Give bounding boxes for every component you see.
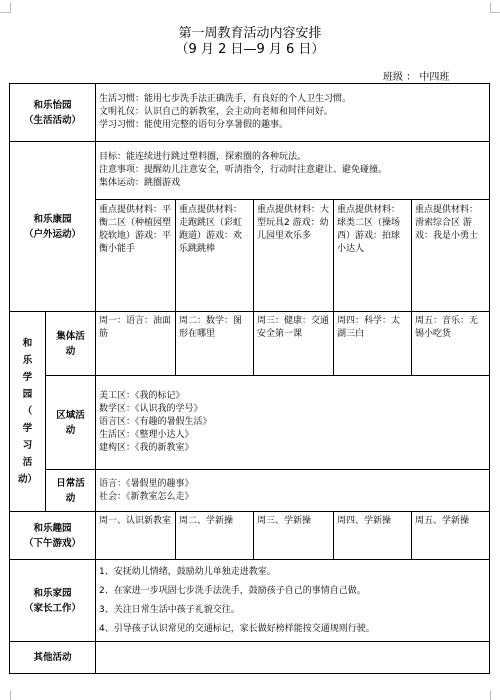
- label-jiti: 集体活动: [46, 312, 96, 376]
- quyu-content: 美工区：《我的标记》 数学区：《认识我的学号》 语言区：《有趣的暑假生活》 生活区：《整理小达人》 建构区：《我的新教室》: [96, 376, 490, 470]
- crop-mark-top-right: [490, 2, 500, 13]
- row-jiayuan: [10, 560, 490, 642]
- kangyuan-cell: 重点提供材料：球类二区（操场西）游戏：拍球小达人: [334, 200, 412, 312]
- richang-content: 语言：《暑假里的趣事》 社会：《新教室怎么走》: [96, 470, 490, 512]
- kangyuan-cell: 重点提供材料：滑索综合区 游戏：我是小勇士: [412, 200, 490, 312]
- kangyuan-goals: 目标：能连续进行跳过塑料圈，探索圈的各种玩法。 注意事项：提醒幼儿注意安全，听清指令，行动时注意避让、避免碰撞。 集体运动：跳圈游戏: [96, 142, 490, 200]
- label-richang: 日常活动: [46, 470, 96, 512]
- jiayuan-content: 1、安抚幼儿情绪，鼓励幼儿单独走进教室。 2、在家进一步巩固七步洗手法洗手，鼓励孩子自己的事情自己做。 3、关注日常生活中孩子礼貌交往。 4、引导孩子认识常见的交通标记，家长做好榜样能按交通规则行驶。: [96, 560, 490, 642]
- page-subtitle: （9 月 2 日—9 月 6 日）: [175, 42, 325, 57]
- quyuan-cell: 周三、学新操: [254, 512, 334, 560]
- crop-mark-bottom-right: [490, 690, 500, 700]
- quyuan-cell: 周四、学新操: [334, 512, 412, 560]
- quyuan-cell: 周五、学新操: [412, 512, 490, 560]
- jiti-cell: 周一：语言：油面筋: [96, 312, 176, 376]
- section-label-jiayuan: 和乐家园 （家长工作）: [10, 560, 96, 642]
- page-title: 第一周教育活动内容安排: [178, 26, 322, 41]
- quyuan-cell: 周一、认识新教室: [96, 512, 176, 560]
- class-label: 班级 ： 中四班: [383, 72, 450, 83]
- row-xueyuan-quyu: [10, 376, 490, 470]
- row-xueyuan-jiti: [10, 312, 490, 376]
- row-quyuan: [10, 512, 490, 560]
- jiti-cell: 周三：健康：交通安全第一课: [254, 312, 334, 376]
- schedule-table: [9, 83, 490, 674]
- row-xueyuan-richang: [10, 470, 490, 512]
- section-label-kangyuan: 和乐康园 （户外运动）: [10, 142, 96, 312]
- section-label-xueyuan: 和 乐 学 园 （ 学 习 活 动）: [10, 312, 46, 512]
- yiyuan-content: 生活习惯：能用七步洗手法正确洗手，有良好的个人卫生习惯。 文明礼仪：认识自己的新教室，会主动向老师和同伴问好。 学习习惯：能使用完整的语句分享暑假的趣事。: [96, 84, 490, 142]
- row-kangyuan-goals: [10, 142, 490, 200]
- qita-content: [96, 642, 490, 674]
- jiti-cell: 周二：数学：图形在哪里: [176, 312, 254, 376]
- section-label-qita: 其他活动: [10, 642, 96, 674]
- label-quyu: 区域活动: [46, 376, 96, 470]
- kangyuan-cell: 重点提供材料：平衡二区（种植园塑胶软地）游戏：平衡小能手: [96, 200, 176, 312]
- kangyuan-cell: 重点提供材料：大型玩具2 游戏：幼儿园里欢乐多: [254, 200, 334, 312]
- jiti-cell: 周四：科学：太湖三白: [334, 312, 412, 376]
- crop-mark-bottom-left: [0, 690, 11, 700]
- crop-mark-top-left: [0, 2, 11, 13]
- kangyuan-cell: 重点提供材料：走跑跳区（彩虹跑道）游戏：欢乐跳跳棒: [176, 200, 254, 312]
- section-label-quyuan: 和乐趣园 （下午游戏）: [10, 512, 96, 560]
- row-qita: [10, 642, 490, 674]
- row-yiyuan: [10, 84, 490, 142]
- quyuan-cell: 周二、学新操: [176, 512, 254, 560]
- section-label-yiyuan: 和乐怡园 （生活活动）: [10, 84, 96, 142]
- jiti-cell: 周五：音乐：无锡小吃货: [412, 312, 490, 376]
